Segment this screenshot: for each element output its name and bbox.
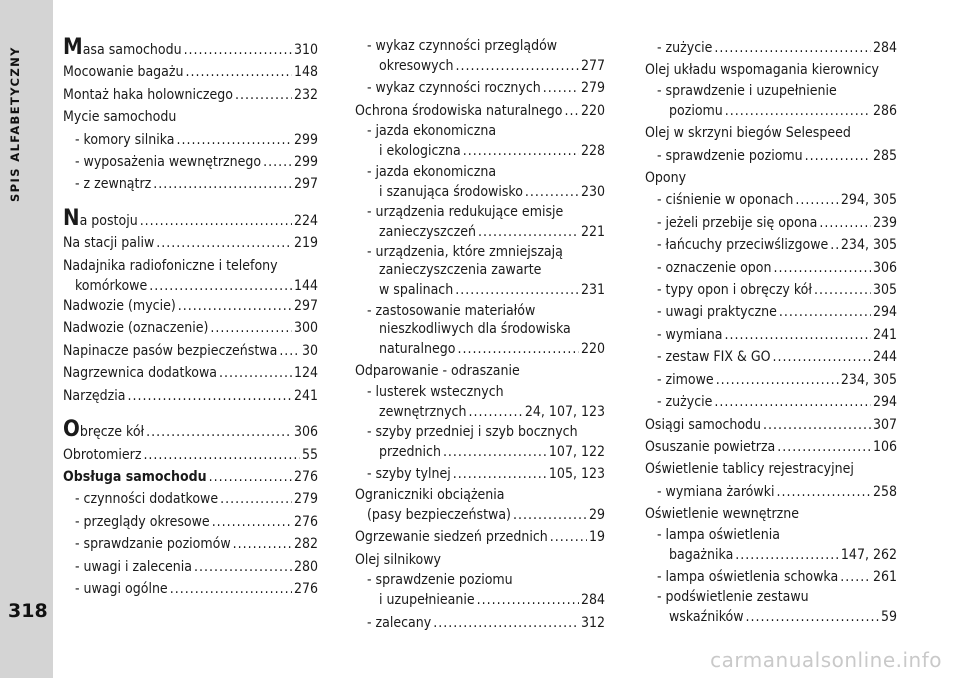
index-subentry: - zimowe ..... 234, 305 [645,369,897,391]
index-subentry: - typy opon i obręczy kół ..... 305 [645,279,897,301]
index-entry: Ochrona środowiska naturalnego ..... 220 [355,100,605,122]
index-entry: Obsługa samochodu ..... 276 [63,466,318,488]
index-subentry: - jeżeli przebije się opona ..... 239 [645,212,897,234]
index-column-2 [355,37,605,634]
index-subentry: - komory silnika ..... 299 [63,129,318,151]
index-entry: Masa samochodu ..... 310 [63,37,318,61]
index-subentry: - szyby tylnej ..... 105, 123 [355,463,605,485]
index-subentry-cont: bagażnika ..... 147, 262 [645,544,897,566]
index-subentry: - wymiana ..... 241 [645,324,897,346]
index-entry: Oświetlenie wewnętrzne [645,506,799,523]
index-subentry: - sprawdzenie poziomu ..... 285 [645,145,897,167]
index-entry: Na stacji paliw ..... 219 [63,232,318,254]
index-subentry-cont: w spalinach ..... 231 [355,279,605,301]
index-subentry: - uwagi i zalecenia ..... 280 [63,556,318,578]
index-entry: Odparowanie - odraszanie [355,363,520,380]
index-subentry: - szyby przedniej i szyb bocznych [367,424,578,441]
index-subentry-cont: i uzupełnieanie ..... 284 [355,589,605,611]
index-subentry: - łańcuchy przeciwślizgowe ..... 234, 305 [645,234,897,256]
index-subentry: - uwagi ogólne ..... 276 [63,578,318,600]
index-entry: Montaż haka holowniczego ..... 232 [63,84,318,106]
index-column-1 [63,37,318,600]
index-entry: Nadajnika radiofoniczne i telefony [63,257,278,274]
watermark: carmanualsonline.info [710,648,942,672]
index-subentry-cont: poziomu ..... 286 [645,100,897,122]
index-entry: Olej silnikowy [355,551,441,568]
index-subentry: - wykaz czynności rocznych ..... 279 [355,77,605,99]
letter-heading: N [63,205,80,231]
index-subentry-cont: i ekologiczna ..... 228 [355,140,605,162]
index-subentry: - zużycie ..... 284 [645,37,897,59]
index-subentry: - jazda ekonomiczna [367,123,497,140]
index-subentry: - wymiana żarówki ..... 258 [645,481,897,503]
index-entry: Mycie samochodu [63,109,177,126]
index-subentry: - oznaczenie opon ..... 306 [645,257,897,279]
index-entry: Oświetlenie tablicy rejestracyjnej [645,461,854,478]
index-entry: Narzędzia ..... 241 [63,385,318,407]
index-subentry: - sprawdzenie poziomu [367,572,513,589]
index-subentry: - zalecany ..... 312 [355,612,605,634]
index-subentry: - lampa oświetlenia [657,526,780,543]
index-subentry: - ciśnienie w oponach ..... 294, 305 [645,189,897,211]
index-subentry: - z zewnątrz ..... 297 [63,173,318,195]
index-subentry: - czynności dodatkowe ..... 279 [63,488,318,510]
index-subentry-cont: nieszkodliwych dla środowiska [379,320,571,337]
index-subentry: - zestaw FIX & GO ..... 244 [645,346,897,368]
index-entry: Olej układu wspomagania kierownicy [645,62,879,79]
index-subentry: - przeglądy okresowe ..... 276 [63,511,318,533]
index-entry: Olej w skrzyni biegów Selespeed [645,125,851,142]
index-entry: Ograniczniki obciążenia [355,486,505,503]
index-entry-cont: komórkowe ..... 144 [63,277,318,295]
index-subentry-cont: naturalnego ..... 220 [355,338,605,360]
index-entry: Ogrzewanie siedzeń przednich ..... 19 [355,526,605,548]
section-title: SPIS ALFABETYCZNY [8,46,22,202]
index-entry: Osuszanie powietrza ..... 106 [645,436,897,458]
index-subentry-cont: wskaźników ..... 59 [645,606,897,628]
index-subentry: - lampa oświetlenia schowka ..... 261 [645,566,897,588]
index-subentry: - jazda ekonomiczna [367,163,497,180]
index-subentry-cont: przednich ..... 107, 122 [355,441,605,463]
index-subentry-cont: zewnętrznych ..... 24, 107, 123 [355,401,605,423]
index-subentry: - zastosowanie materiałów [367,302,536,319]
index-subentry-cont: i szanująca środowisko ..... 230 [355,181,605,203]
index-subentry: - wyposażenia wewnętrznego ..... 299 [63,151,318,173]
index-subentry-cont: okresowych ..... 277 [355,55,605,77]
index-subentry: - sprawdzenie i uzupełnienie [657,82,837,99]
side-tab [0,0,53,678]
index-subentry: - podświetlenie zestawu [657,589,809,606]
index-subentry: - lusterek wstecznych [367,383,504,400]
index-entry: Napinacze pasów bezpieczeństwa ..... 30 [63,340,318,362]
index-entry: Nadwozie (oznaczenie) ..... 300 [63,317,318,339]
index-subentry: - uwagi praktyczne ..... 294 [645,301,897,323]
index-subentry: - wykaz czynności przeglądów [367,38,558,54]
index-subentry: - sprawdzanie poziomów ..... 282 [63,533,318,555]
page-number: 318 [8,600,48,622]
index-entry: Nagrzewnica dodatkowa ..... 124 [63,362,318,384]
index-entry: Mocowanie bagażu ..... 148 [63,61,318,83]
index-entry: Opony [645,170,687,187]
index-entry: Nadwozie (mycie) ..... 297 [63,295,318,317]
index-entry-cont: (pasy bezpieczeństwa) ..... 29 [355,504,605,526]
index-subentry: - zużycie ..... 294 [645,391,897,413]
letter-heading: O [63,417,80,443]
letter-heading: M [63,35,83,60]
index-entry: Obręcze kół ..... 306 [63,419,318,443]
index-subentry: - urządzenia redukujące emisje [367,204,564,221]
index-column-3 [645,37,897,629]
index-entry: Na postoju ..... 224 [63,208,318,232]
index-subentry-cont: zanieczyszczenia zawarte [379,262,542,279]
index-subentry: - urządzenia, które zmniejszają [367,244,563,261]
index-entry: Obrotomierz ..... 55 [63,444,318,466]
index-entry: Osiągi samochodu ..... 307 [645,414,897,436]
index-subentry-cont: zanieczyszczeń ..... 221 [355,221,605,243]
